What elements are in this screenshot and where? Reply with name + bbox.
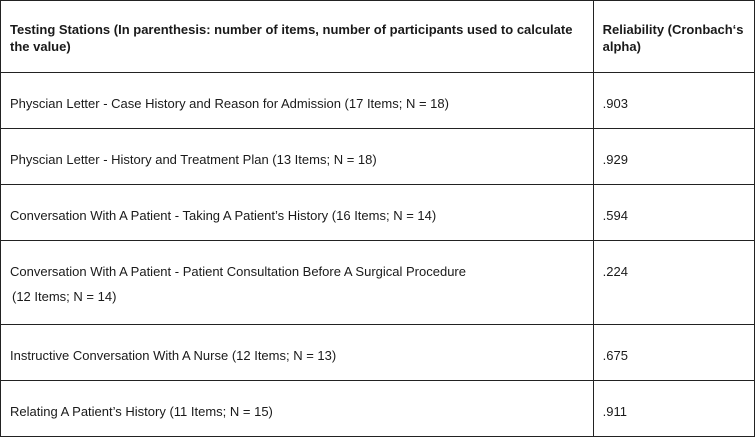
- table-row: [1, 325, 755, 381]
- header-testing-stations: Testing Stations (In parenthesis: number of items, number of participants used to calculate the value): [1, 1, 594, 73]
- station-cell: Instructive Conversation With A Nurse (12 Items; N = 13): [1, 325, 594, 381]
- reliability-cell: .903: [593, 73, 754, 129]
- header-reliability: Reliability (Cronbach‘s alpha): [593, 1, 754, 73]
- station-line-2: (12 Items; N = 14): [12, 289, 117, 304]
- station-cell: Conversation With A Patient - Taking A Patient’s History (16 Items; N = 14): [1, 185, 594, 241]
- reliability-cell: .675: [593, 325, 754, 381]
- table-row: [1, 185, 755, 241]
- reliability-cell: .594: [593, 185, 754, 241]
- station-cell: Physcian Letter - History and Treatment Plan (13 Items; N = 18): [1, 129, 594, 185]
- table-header-row: [1, 1, 755, 73]
- station-line-1: Conversation With A Patient - Patient Consultation Before A Surgical Procedure: [10, 264, 466, 279]
- table-row: [1, 129, 755, 185]
- table-row: [1, 381, 755, 437]
- reliability-cell: .224: [593, 241, 754, 325]
- station-cell: Physcian Letter - Case History and Reason for Admission (17 Items; N = 18): [1, 73, 594, 129]
- table-row: [1, 241, 755, 325]
- station-cell: [1, 241, 594, 325]
- reliability-cell: .929: [593, 129, 754, 185]
- reliability-cell: .911: [593, 381, 754, 437]
- station-cell: Relating A Patient’s History (11 Items; N = 15): [1, 381, 594, 437]
- table-row: [1, 73, 755, 129]
